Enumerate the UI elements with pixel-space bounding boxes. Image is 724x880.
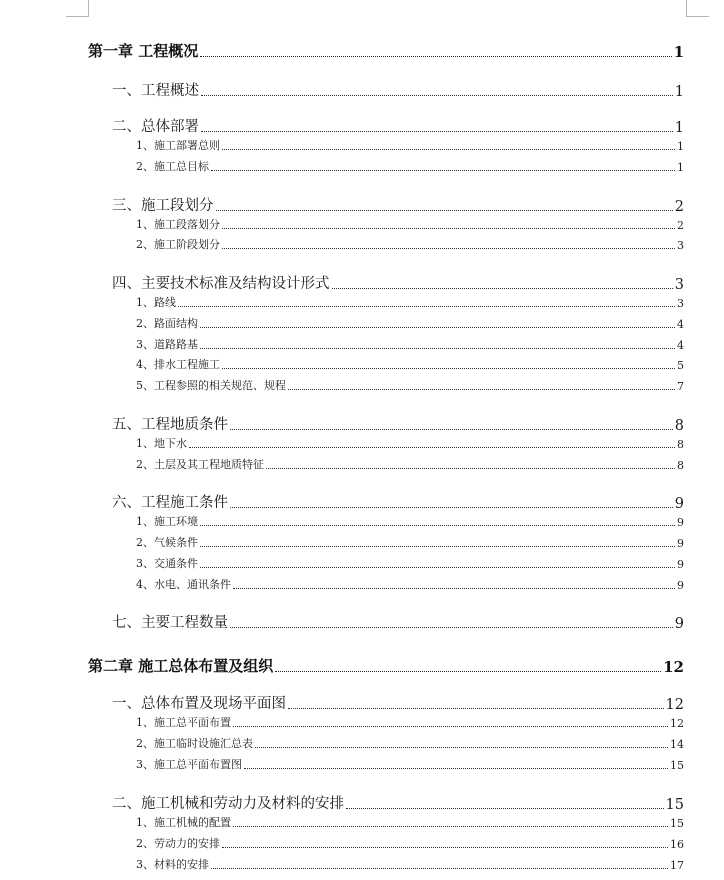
toc-leader <box>222 367 675 369</box>
toc-section-entry[interactable] <box>112 413 684 434</box>
toc-section-entry[interactable] <box>112 491 684 512</box>
toc-page-number: 12 <box>665 697 684 713</box>
toc-leader <box>275 670 661 672</box>
toc-item-entry[interactable] <box>136 756 684 772</box>
toc-chapter-title: 第一章 工程概况 <box>88 42 199 60</box>
toc-page-number: 12 <box>663 658 684 676</box>
toc-item-title: 2、施工阶段划分 <box>136 238 220 251</box>
toc-item-title: 2、土层及其工程地质特征 <box>136 458 264 471</box>
toc-leader <box>266 467 675 469</box>
toc-item-entry[interactable] <box>136 576 684 592</box>
toc-leader <box>200 524 675 526</box>
toc-page-number: 1 <box>674 120 684 136</box>
toc-item-entry[interactable] <box>136 377 684 393</box>
toc-item-entry[interactable] <box>136 456 684 472</box>
toc-item-title: 1、施工机械的配置 <box>136 816 231 829</box>
toc-page-number: 2 <box>674 199 684 215</box>
toc-item-entry[interactable] <box>136 315 684 331</box>
toc-page-number: 1 <box>673 43 684 61</box>
toc-item-title: 4、排水工程施工 <box>136 358 220 371</box>
toc-item-entry[interactable] <box>136 236 684 252</box>
toc-item-title: 2、劳动力的安排 <box>136 837 220 850</box>
toc-leader <box>233 825 668 827</box>
toc-item-title: 1、施工环境 <box>136 515 198 528</box>
toc-item-entry[interactable] <box>136 435 684 451</box>
toc-section-entry[interactable] <box>112 194 684 215</box>
toc-leader <box>288 388 675 390</box>
toc-item-entry[interactable] <box>136 714 684 730</box>
toc-item-title: 1、施工总平面布置 <box>136 716 231 729</box>
toc-section-entry[interactable] <box>112 692 684 713</box>
toc-leader <box>332 287 673 289</box>
toc-section-entry[interactable] <box>112 272 684 293</box>
toc-section-title: 二、施工机械和劳动力及材料的安排 <box>112 796 344 812</box>
page-corner-marker-left <box>66 0 89 17</box>
toc-page-number: 9 <box>677 579 684 592</box>
toc-section-title: 五、工程地质条件 <box>112 417 228 433</box>
toc-page-number: 9 <box>677 537 684 550</box>
toc-chapter-entry[interactable] <box>88 40 684 61</box>
toc-leader <box>233 587 675 589</box>
toc-leader <box>230 626 673 628</box>
toc-leader <box>200 55 671 57</box>
toc-item-entry[interactable] <box>136 735 684 751</box>
toc-item-entry[interactable] <box>136 158 684 174</box>
toc-leader <box>178 305 675 307</box>
toc-item-title: 3、交通条件 <box>136 557 198 570</box>
toc-leader <box>222 227 675 229</box>
toc-item-title: 3、道路路基 <box>136 338 198 351</box>
toc-page-number: 3 <box>674 277 684 293</box>
toc-leader <box>288 707 664 709</box>
toc-page-number: 1 <box>677 161 684 174</box>
toc-leader <box>211 867 668 869</box>
toc-page-number: 8 <box>674 418 684 434</box>
toc-chapter-entry[interactable] <box>88 655 684 676</box>
toc-page-number: 9 <box>677 558 684 571</box>
toc-leader <box>200 347 675 349</box>
toc-section-title: 四、主要技术标准及结构设计形式 <box>112 276 330 292</box>
toc-item-entry[interactable] <box>136 555 684 571</box>
toc-section-entry[interactable] <box>112 611 684 632</box>
toc-leader <box>200 566 675 568</box>
toc-item-entry[interactable] <box>136 814 684 830</box>
toc-section-title: 七、主要工程数量 <box>112 615 228 631</box>
toc-item-title: 2、气候条件 <box>136 536 198 549</box>
toc-item-entry[interactable] <box>136 216 684 232</box>
toc-item-entry[interactable] <box>136 513 684 529</box>
toc-item-title: 1、施工段落划分 <box>136 218 220 231</box>
toc-item-entry[interactable] <box>136 534 684 550</box>
toc-leader <box>233 725 668 727</box>
toc-page-number: 4 <box>677 318 684 331</box>
toc-item-title: 4、水电、通讯条件 <box>136 578 231 591</box>
toc-page-number: 7 <box>677 380 684 393</box>
toc-item-entry[interactable] <box>136 356 684 372</box>
toc-section-title: 一、总体布置及现场平面图 <box>112 696 286 712</box>
toc-page-number: 12 <box>670 717 684 730</box>
toc-page-number: 8 <box>677 438 684 451</box>
toc-chapter-title: 第二章 施工总体布置及组织 <box>88 657 274 675</box>
toc-leader <box>200 326 675 328</box>
toc-page-number: 3 <box>677 297 684 310</box>
toc-item-title: 1、地下水 <box>136 437 187 450</box>
toc-leader <box>216 209 673 211</box>
toc-leader <box>346 807 664 809</box>
toc-page-number: 17 <box>670 859 684 872</box>
toc-item-title: 1、施工部署总则 <box>136 139 220 152</box>
toc-page-number: 9 <box>674 496 684 512</box>
toc-page-number: 1 <box>674 84 684 100</box>
toc-page-number: 3 <box>677 239 684 252</box>
toc-item-title: 5、工程参照的相关规范、规程 <box>136 379 286 392</box>
toc-item-title: 2、施工总目标 <box>136 160 209 173</box>
toc-section-title: 二、总体部署 <box>112 119 199 135</box>
toc-item-title: 2、施工临时设施汇总表 <box>136 737 253 750</box>
toc-section-title: 六、工程施工条件 <box>112 495 228 511</box>
toc-leader <box>255 746 668 748</box>
toc-page-number: 8 <box>677 459 684 472</box>
toc-page-number: 16 <box>670 838 684 851</box>
toc-page-number: 15 <box>670 817 684 830</box>
toc-section-entry[interactable] <box>112 115 684 136</box>
toc-page-number: 1 <box>677 140 684 153</box>
toc-leader <box>201 130 673 132</box>
toc-item-title: 1、路线 <box>136 296 176 309</box>
toc-leader <box>222 846 668 848</box>
toc-item-entry[interactable] <box>136 336 684 352</box>
toc-leader <box>230 428 673 430</box>
toc-item-entry[interactable] <box>136 294 684 310</box>
page-corner-marker-right <box>686 0 709 17</box>
toc-leader <box>201 94 673 96</box>
toc-leader <box>230 506 673 508</box>
toc-page-number: 9 <box>677 516 684 529</box>
toc-item-entry[interactable] <box>136 835 684 851</box>
toc-item-title: 3、材料的安排 <box>136 858 209 871</box>
toc-item-title: 3、施工总平面布置图 <box>136 758 242 771</box>
toc-leader <box>222 247 675 249</box>
toc-section-title: 一、工程概述 <box>112 83 199 99</box>
toc-leader <box>189 446 675 448</box>
toc-page-number: 14 <box>670 738 684 751</box>
toc-page-number: 4 <box>677 339 684 352</box>
toc-page-number: 9 <box>674 616 684 632</box>
toc-item-entry[interactable] <box>136 856 684 872</box>
toc-section-title: 三、施工段划分 <box>112 198 214 214</box>
toc-page-number: 15 <box>665 797 684 813</box>
toc-leader <box>200 545 675 547</box>
toc-page-number: 15 <box>670 759 684 772</box>
toc-leader <box>244 767 668 769</box>
toc-item-title: 2、路面结构 <box>136 317 198 330</box>
toc-leader <box>222 148 675 150</box>
toc-page-number: 5 <box>677 359 684 372</box>
toc-section-entry[interactable] <box>112 792 684 813</box>
toc-leader <box>211 169 675 171</box>
toc-item-entry[interactable] <box>136 137 684 153</box>
toc-section-entry[interactable] <box>112 79 684 100</box>
toc-page-number: 2 <box>677 219 684 232</box>
